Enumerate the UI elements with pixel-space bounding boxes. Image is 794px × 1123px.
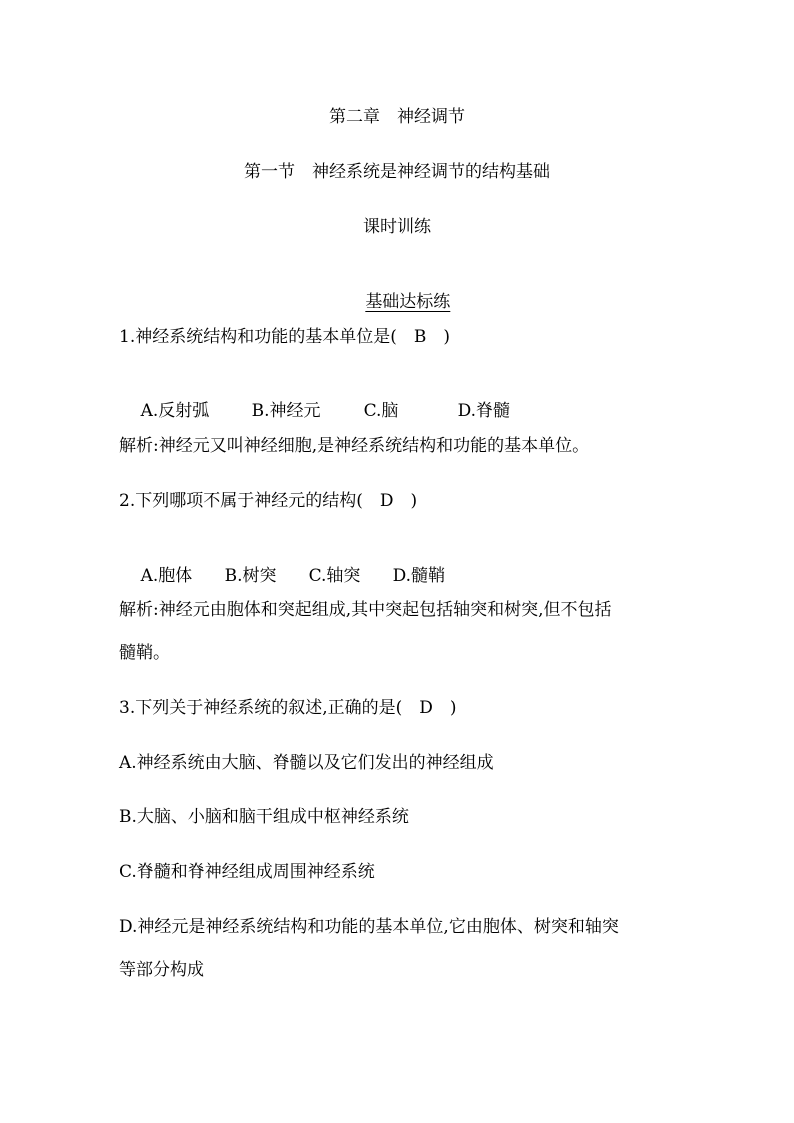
section-title: 第一节 神经系统是神经调节的结构基础 bbox=[244, 162, 550, 182]
question-1-option-a: A.反射弧 bbox=[140, 401, 210, 421]
question-2-option-a: A.胞体 bbox=[140, 566, 193, 586]
question-2-option-c: C.轴突 bbox=[308, 566, 361, 586]
question-3-stem: 3.下列关于神经系统的叙述,正确的是( D ) bbox=[119, 698, 457, 718]
question-1-option-d: D.脊髓 bbox=[457, 401, 511, 421]
question-1-option-b: B.神经元 bbox=[251, 401, 321, 421]
question-2-option-b: B.树突 bbox=[224, 566, 277, 586]
question-3-option-d-line-2: 等部分构成 bbox=[119, 960, 204, 980]
question-1-stem: 1.神经系统结构和功能的基本单位是( B ) bbox=[119, 327, 450, 347]
question-2-options bbox=[119, 546, 445, 606]
question-3-option-b: B.大脑、小脑和脑干组成中枢神经系统 bbox=[119, 807, 409, 827]
lesson-subtitle: 课时训练 bbox=[363, 217, 431, 237]
question-3-option-c: C.脊髓和脊神经组成周围神经系统 bbox=[119, 862, 375, 882]
part-heading bbox=[0, 272, 794, 332]
chapter-title: 第二章 神经调节 bbox=[329, 107, 465, 127]
question-3-option-a: A.神经系统由大脑、脊髓以及它们发出的神经组成 bbox=[119, 753, 494, 773]
part-heading-text: 基础达标练 bbox=[365, 292, 451, 312]
question-3-option-d-line-1: D.神经元是神经系统结构和功能的基本单位,它由胞体、树突和轴突 bbox=[119, 917, 619, 937]
question-1-option-c: C.脑 bbox=[363, 401, 399, 421]
question-1-options bbox=[119, 381, 510, 441]
question-1-analysis: 解析:神经元又叫神经细胞,是神经系统结构和功能的基本单位。 bbox=[119, 436, 590, 456]
question-2-option-d: D.髓鞘 bbox=[392, 566, 446, 586]
question-2-stem: 2.下列哪项不属于神经元的结构( D ) bbox=[119, 491, 418, 511]
question-2-analysis-line-2: 髓鞘。 bbox=[119, 643, 170, 663]
question-2-analysis-line-1: 解析:神经元由胞体和突起组成,其中突起包括轴突和树突,但不包括 bbox=[119, 600, 612, 620]
